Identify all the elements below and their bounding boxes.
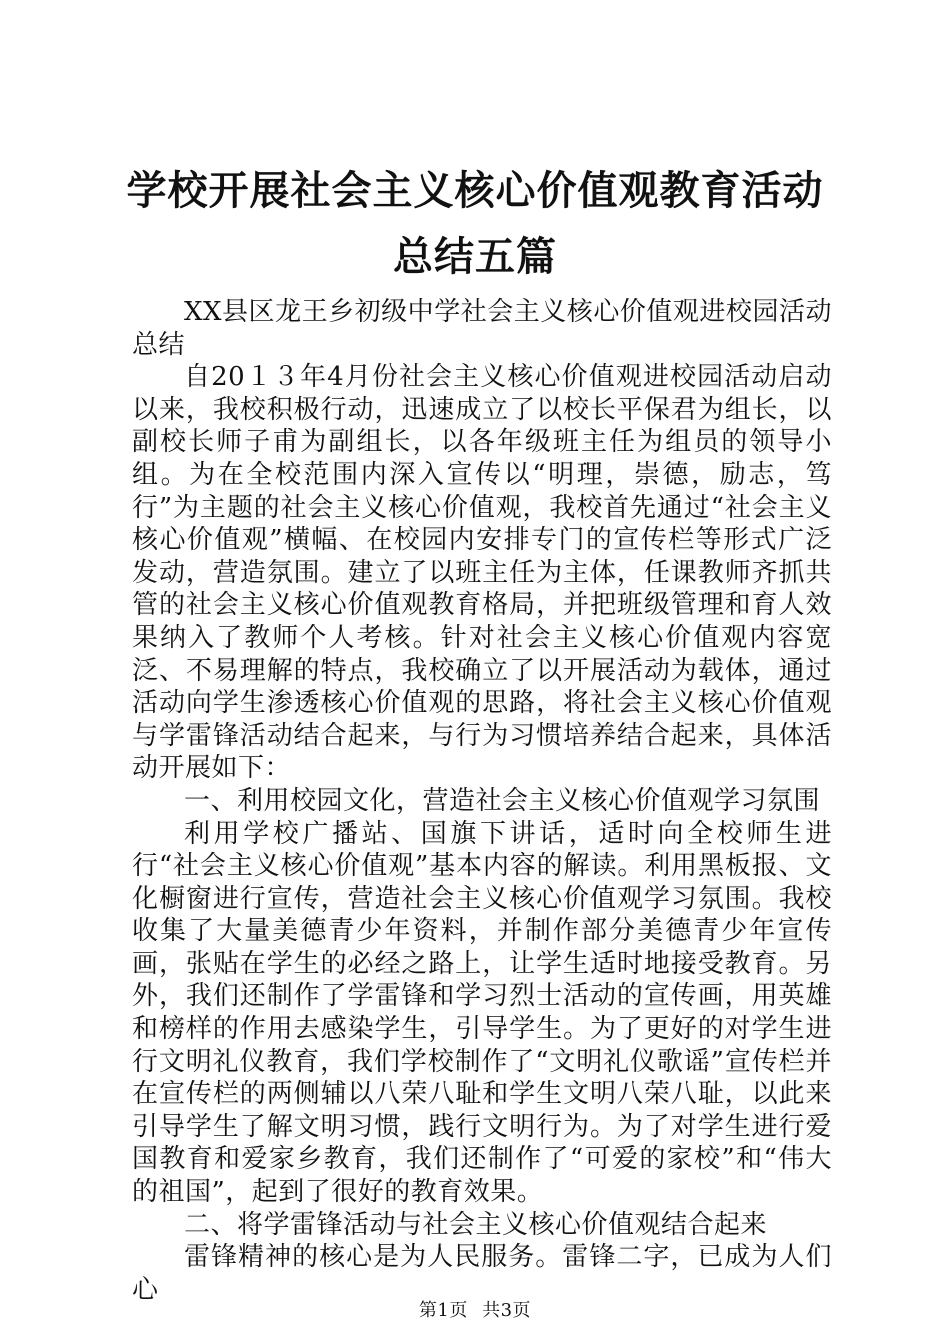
paragraph-section-2: 雷锋精神的核心是为人民服务。雷锋二字，已成为人们心: [132, 1242, 832, 1305]
paragraph-section-1: 利用学校广播站、国旗下讲话，适时向全校师生进行“社会主义核心价值观”基本内容的解读。利用黑板报、文化橱窗进行宣传，营造社会主义核心价值观学习氛围。我校收集了大量美德青少年资料，并制作部分美德青少年宣传画，张贴在学生的必经之路上，让学生适时地接受教育。另外，我们还制作了学雷锋和学习烈士活动的宣传画，用英雄和榜样的作用去感染学生，引导学生。为了更好的对学生进行文明礼仪教育，我们学校制作了“文明礼仪歌谣”宣传栏并在宣传栏的两侧辅以八荣八耻和学生文明八荣八耻，以此来引导学生了解文明习惯，践行文明行为。为了对学生进行爱国教育和爱家乡教育，我们还制作了“可爱的家校”和“伟大的祖国”，起到了很好的教育效果。: [132, 818, 832, 1208]
paragraph-intro: 自20１３年4月份社会主义核心价值观进校园活动启动以来，我校积极行动，迅速成立了以校长平保君为组长，以副校长师子甫为副组长，以各年级班主任为组员的领导小组。为在全校范围内深入宣传以“明理，崇德，励志，笃行”为主题的社会主义核心价值观，我校首先通过“社会主义核心价值观”横幅、在校园内安排专门的宣传栏等形式广泛发动，营造氛围。建立了以班主任为主体，任课教师齐抓共管的社会主义核心价值观教育格局，并把班级管理和育人效果纳入了教师个人考核。针对社会主义核心价值观内容宽泛、不易理解的特点，我校确立了以开展活动为载体，通过活动向学生渗透核心价值观的思路，将社会主义核心价值观与学雷锋活动结合起来，与行为习惯培养结合起来，具体活动开展如下：: [132, 362, 832, 784]
paragraph-subtitle: XX县区龙王乡初级中学社会主义核心价值观进校园活动总结: [132, 297, 832, 360]
document-body: [132, 296, 832, 1306]
page-footer: [0, 1296, 950, 1322]
page-total: 共3页: [482, 1300, 532, 1321]
document-title: 学校开展社会主义核心价值观教育活动总结五篇: [126, 167, 824, 280]
section-heading-2: 二、将学雷锋活动与社会主义核心价值观结合起来: [184, 1209, 768, 1240]
section-heading-1: 一、利用校园文化，营造社会主义核心价值观学习氛围: [184, 785, 821, 816]
page-number: 第1页: [418, 1300, 468, 1321]
